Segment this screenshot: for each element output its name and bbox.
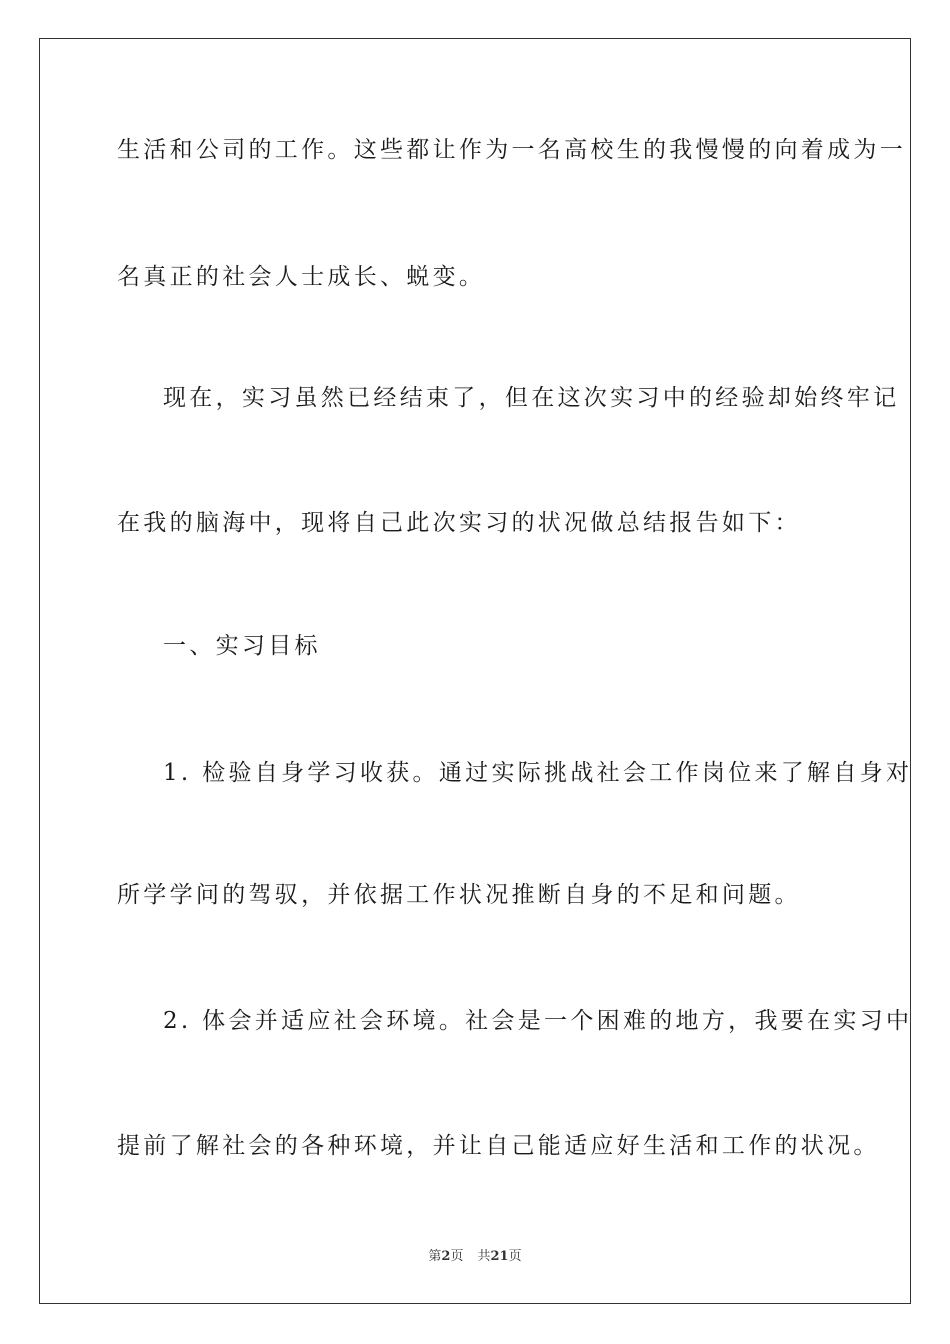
page-suffix: 页 [450, 1249, 464, 1264]
total-suffix: 页 [508, 1249, 522, 1264]
page-border [39, 38, 911, 1304]
body-text-line: 提前了解社会的各种环境，并让自己能适应好生活和工作的状况。 [117, 1133, 880, 1159]
list-item-line: 1. 检验自身学习收获。通过实际挑战社会工作岗位来了解自身对 [163, 760, 913, 786]
body-text-line: 生活和公司的工作。这些都让作为一名高校生的我慢慢的向着成为一 [117, 137, 906, 163]
page-current: 2 [441, 1249, 451, 1264]
body-text-line: 在我的脑海中，现将自己此次实习的状况做总结报告如下： [117, 510, 801, 536]
page-prefix: 第 [428, 1249, 442, 1264]
body-text-line: 名真正的社会人士成长、蜕变。 [117, 264, 486, 290]
page-footer [0, 1245, 950, 1264]
section-heading: 一、实习目标 [163, 633, 321, 659]
list-item-line: 2. 体会并适应社会环境。社会是一个困难的地方，我要在实习中 [163, 1008, 913, 1034]
total-prefix: 共 [477, 1249, 491, 1264]
body-text-line: 所学学问的驾驭，并依据工作状况推断自身的不足和问题。 [117, 882, 801, 908]
paragraph-start-line: 现在，实习虽然已经结束了，但在这次实习中的经验却始终牢记 [163, 385, 900, 411]
page-total: 21 [490, 1249, 509, 1264]
